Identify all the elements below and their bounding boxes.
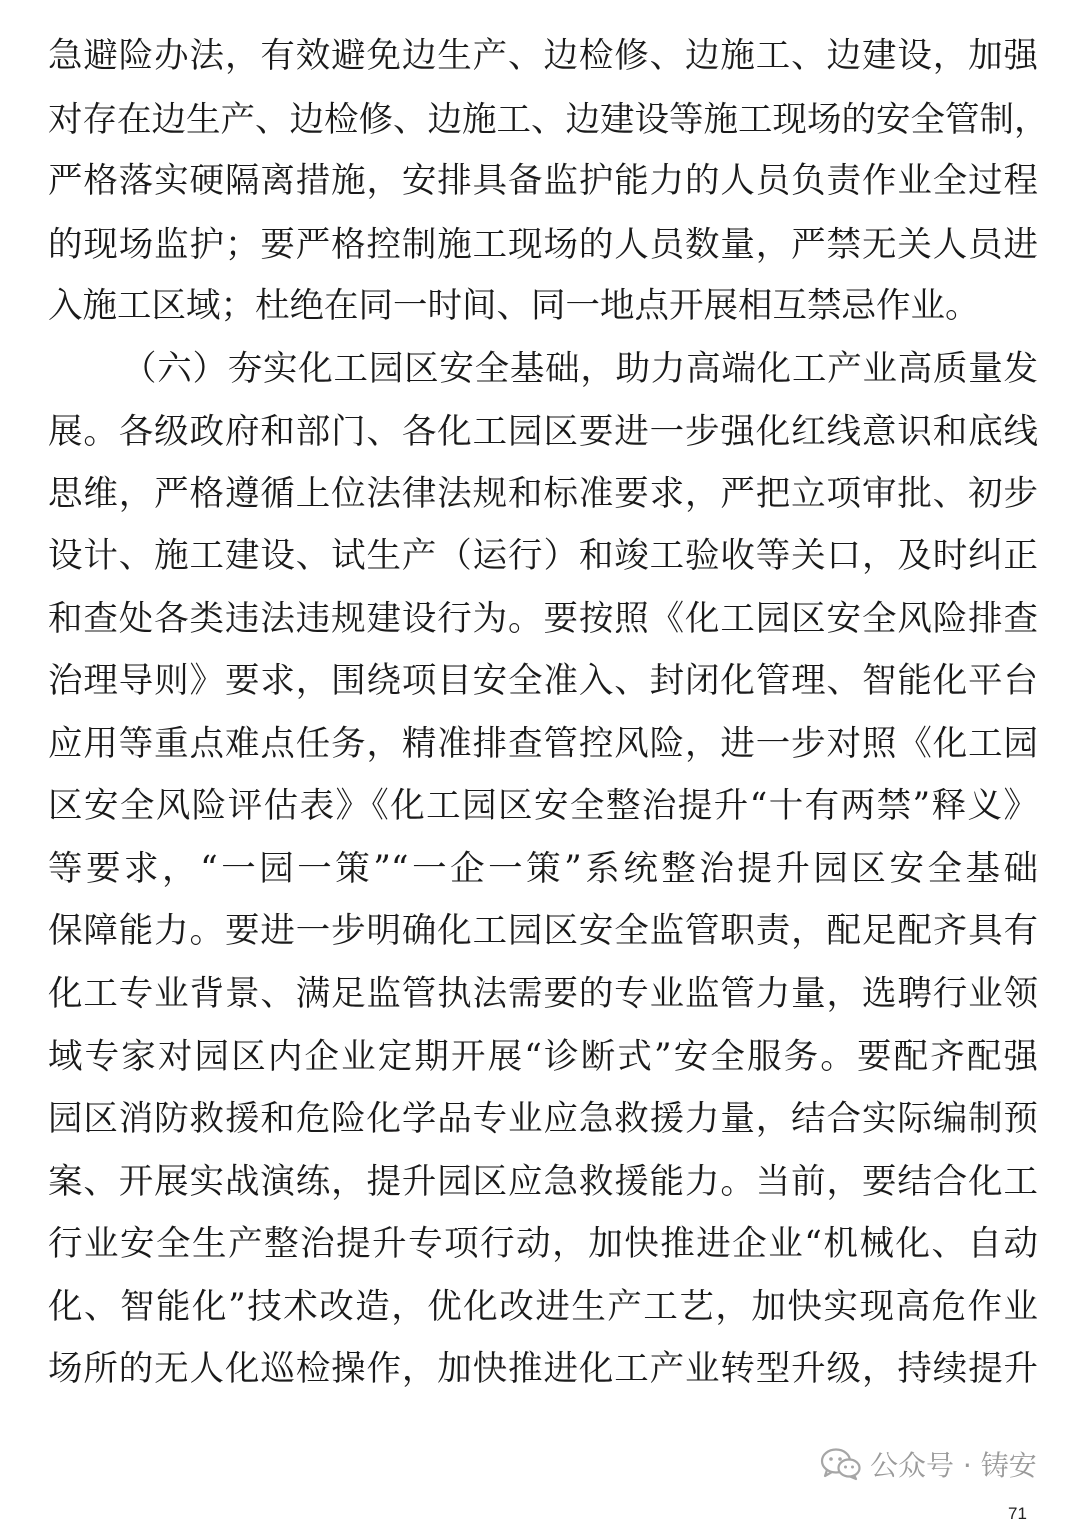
- text-line-2: 对存在边生产、边检修、边施工、边建设等施工现场的安全管制，: [48, 100, 1049, 140]
- section-heading-line: （六）夯实化工园区安全基础，助力高端化工产业高质量发: [122, 349, 1038, 389]
- text-line-4: 的现场监护；要严格控制施工现场的人员数量，严禁无关人员进: [48, 225, 1038, 265]
- text-line-22: 场所的无人化巡检操作，加快推进化工产业转型升级，持续提升: [48, 1349, 1038, 1389]
- text-line-3: 严格落实硬隔离措施，安排具备监护能力的人员负责作业全过程: [48, 161, 1038, 201]
- text-line-21: 化、智能化”技术改造，优化改进生产工艺，加快实现高危作业: [48, 1287, 1038, 1327]
- wechat-watermark: [820, 1442, 1037, 1486]
- text-line-9: 设计、施工建设、试生产（运行）和竣工验收等关口，及时纠正: [48, 536, 1038, 576]
- text-line-5: 入施工区域；杜绝在同一时间、同一地点开展相互禁忌作业。: [48, 286, 980, 326]
- text-line-15: 保障能力。要进一步明确化工园区安全监管职责，配足配齐具有: [48, 911, 1038, 951]
- text-line-18: 园区消防救援和危险化学品专业应急救援力量，结合实际编制预: [48, 1099, 1038, 1139]
- text-line-11: 治理导则》要求，围绕项目安全准入、封闭化管理、智能化平台: [48, 661, 1038, 701]
- text-line-14: 等要求，“一园一策”“一企一策”系统整治提升园区安全基础: [48, 849, 1038, 889]
- text-line-13: 区安全风险评估表》《化工园区安全整治提升“十有两禁”释义》: [48, 786, 1038, 826]
- text-line-19: 案、开展实战演练，提升园区应急救援能力。当前，要结合化工: [48, 1162, 1038, 1202]
- text-line-20: 行业安全生产整治提升专项行动，加快推进企业“机械化、自动: [48, 1224, 1038, 1264]
- text-line-1: 急避险办法，有效避免边生产、边检修、边施工、边建设，加强: [48, 36, 1038, 76]
- text-line-16: 化工专业背景、满足监管执法需要的专业监管力量，选聘行业领: [48, 974, 1038, 1014]
- text-line-12: 应用等重点难点任务，精准排查管控风险，进一步对照《化工园: [48, 724, 1038, 764]
- text-line-10: 和查处各类违法违规建设行为。要按照《化工园区安全风险排查: [48, 599, 1038, 639]
- wechat-logo-icon: [820, 1447, 862, 1481]
- watermark-text: 公众号 · 铸安: [870, 1449, 1037, 1482]
- text-line-17: 域专家对园区内企业定期开展“诊断式”安全服务。要配齐配强: [48, 1037, 1038, 1077]
- text-line-7: 展。各级政府和部门、各化工园区要进一步强化红线意识和底线: [48, 412, 1038, 452]
- text-line-8: 思维，严格遵循上位法律法规和标准要求，严把立项审批、初步: [48, 474, 1038, 514]
- page-number: 71: [1008, 1504, 1027, 1523]
